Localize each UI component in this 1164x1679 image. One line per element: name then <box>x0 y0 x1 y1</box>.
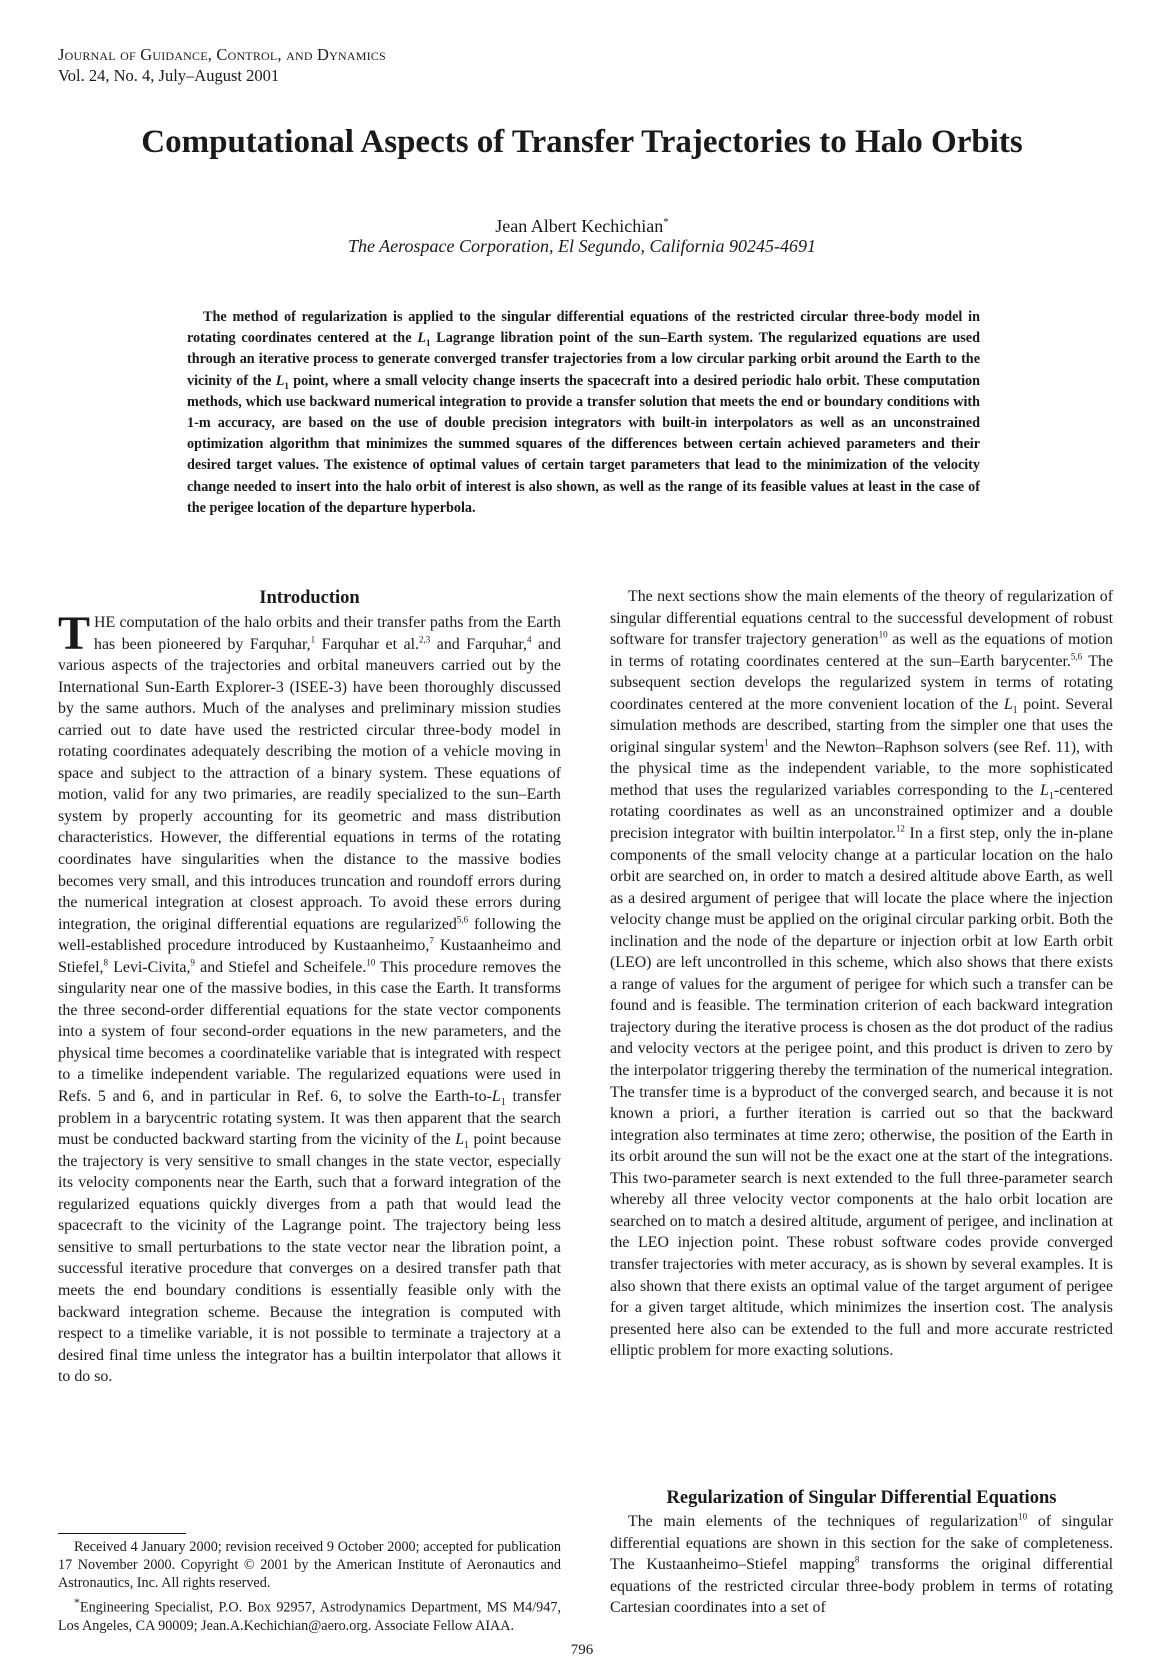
abstract-text: The method of regularization is applied to the singular differential equations of the restricted circular three-body model in rotating coordinates centered at the <box>187 309 980 347</box>
regularization-section <box>610 1511 1113 1619</box>
introduction-paragraph <box>58 607 562 1388</box>
symbol-l: L <box>1040 781 1049 799</box>
body-text: Kustaanheimo and Stiefel, <box>58 937 562 976</box>
journal-volume: Vol. 24, No. 4, July–August 2001 <box>58 66 280 85</box>
symbol-l: L <box>455 1131 465 1149</box>
page-number: 796 <box>570 1642 594 1658</box>
body-text: and Stiefel and Scheifele. <box>194 958 367 976</box>
citation: 1 <box>310 634 316 645</box>
body-text: and various aspects of the trajectories and orbital maneuvers carried out by the International Sun-Earth Explorer-3 (ISEE-3) have been thoroughly discussed by the same authors. Much of the analyses and preliminary mission studies carried out to date have used the restricted circular three-body model in rotating coordinates adequately describing the motion of a vehicle moving in space and subject to the attraction of a binary system. These equations of motion, valid for any two primaries, are readily specialized to the sun–Earth system by properly accounting for its geometric and mass distribution characteristics. However, the differential equations in terms of the rotating coordinates have singularities when the distance to the massive bodies becomes very small, and this introduces truncation and roundoff errors during the numerical integration at closest approach. To avoid these errors during integration, the original differential equations are regularized <box>58 635 561 933</box>
citation: 10 <box>1018 1511 1028 1522</box>
citation: 7 <box>429 935 434 946</box>
abstract <box>187 307 980 519</box>
body-text: HE computation of the halo orbits and their transfer paths from the Earth has been pioneered by Farquhar, <box>94 614 561 653</box>
journal-header <box>58 44 386 86</box>
body-text: In a first step, only the in-plane components of the small velocity change at a particular location on the halo orbit are searched on, in order to match a desired altitude above Earth, as well as a desired argument of perigee that will locate the place where the injection velocity change must be applied on the original circular parking orbit. Both the inclination and the node of the departure or injection orbit at low Earth orbit (LEO) are left uncontrolled in this scheme, which also shows that there exists a range of values for the argument of perigee for which such a transfer can be found and is feasible. The termination criterion of each backward integration trajectory during the iterative process is chosen as the dot product of the radius and velocity vectors at the perigee point, and this product is driven to zero by the interpolator triggering thereby the termination of the numerical integration. The transfer time is a byproduct of the converged search, and because it is not known a priori, a further iteration is carried out so that the backward integration also terminates at time zero; otherwise, the position of the Earth in its orbit around the sun will not be the exact one at the start of the integrations. This two-parameter search is next extended to the full three-parameter search whereby all three velocity vector components at the halo orbit location are searched on to match a desired altitude, argument of perigee, and inclination at the LEO injection point. These robust software codes provide converged transfer trajectories with meter accuracy, as is shown by several examples. It is also shown that there exists an optimal value of the target argument of perigee for a given target altitude, which minimizes the insertion cost. The analysis presented here also can be extended to the full and more accurate restricted elliptic problem for more exacting solutions. <box>610 825 1113 1360</box>
author-marker: * <box>663 216 669 228</box>
body-text: point. Several simulation methods are described, starting from the simpler one that uses the original singular system <box>610 695 1113 756</box>
citation: 1 <box>764 737 769 748</box>
body-text: transfer problem in a barycentric rotating system. It was then apparent that the search must be conducted backward starting from the vicinity of the <box>58 1088 561 1149</box>
symbol-subscript: 1 <box>500 1097 506 1109</box>
body-text: point because the trajectory is very sensitive to small changes in the state vector, especially its velocity components near the Earth, such that a forward integration of the regularized equations quickly diverges from a path that would lead the spacecraft to the vicinity of the Lagrange point. The trajectory being less sensitive to small perturbations to the state vector near the libration point, a successful iterative procedure that converges on a desired transfer path that meets the end boundary conditions is essentially feasible only with the backward integration scheme. Because the integration is computed with respect to a timelike variable, it is not possible to terminate a trajectory at a desired final time unless the integrator has a builtin interpolator that allows it to do so. <box>58 1131 561 1386</box>
abstract-text: point, where a small velocity change inserts the spacecraft into a desired periodic halo orbit. These computation methods, which use backward numerical integration to provide a transfer solution that meets the end or boundary conditions with 1-m accuracy, are based on the use of double precision integrators with built-in interpolators as well as an unconstrained optimization algorithm that minimizes the summed squares of the differences between certain achieved parameters and their desired target values. The existence of optimal values of certain target parameters that lead to the minimization of the velocity change needed to insert into the halo orbit of interest is also shown, as well as the range of its feasible values at least in the case of the perigee location of the departure hyperbola. <box>187 372 980 516</box>
author-name: Jean Albert Kechichian <box>495 216 664 236</box>
symbol-subscript: 1 <box>464 1140 470 1152</box>
body-text: Levi-Civita, <box>107 958 191 976</box>
footnotes <box>58 1538 561 1635</box>
right-column <box>610 586 1113 1362</box>
symbol-l: L <box>491 1088 501 1106</box>
author-note-text: Engineering Specialist, P.O. Box 92957, Astrodynamics Department, MS M4/947, Los Angeles, CA 90009; Jean.A.Kechichian@aero.org. Associate Fellow AIAA. <box>58 1599 561 1634</box>
body-text: and the Newton–Raphson solvers (see Ref. 11), with the physical time as the independent variable, to the more sophisticated method that uses the regularized variables corresponding to the <box>610 738 1113 799</box>
body-text: transforms the original differential equations of the restricted circular three-body problem in terms of rotating Cartesian coordinates into a set of <box>610 1556 1113 1617</box>
paper-title: Computational Aspects of Transfer Trajectories to Halo Orbits <box>141 124 1023 160</box>
abstract-subscript: 1 <box>425 338 431 349</box>
author-note <box>58 1593 561 1635</box>
body-text: -centered rotating coordinates as well as an unconstrained optimizer and a double precision integrator with builtin interpolator. <box>610 781 1113 843</box>
citation: 8 <box>854 1554 860 1565</box>
body-text: as well as the equations of motion in terms of rotating coordinates centered at the sun–Earth barycenter. <box>610 631 1113 670</box>
body-text: The main elements of the techniques of regularization <box>628 1513 1019 1530</box>
abstract-subscript: 1 <box>284 380 289 391</box>
regularization-paragraph <box>610 1511 1113 1619</box>
footnote-rule <box>58 1533 186 1534</box>
citation: 5,6 <box>456 914 469 925</box>
citation: 10 <box>366 957 376 968</box>
body-text: The next sections show the main elements of the theory of regularization of singular differential equations central to the successful development of robust software for transfer trajectory generation <box>610 588 1113 649</box>
body-text: Farquhar et al. <box>315 635 420 653</box>
citation: 8 <box>103 957 108 968</box>
introduction-heading: Introduction <box>259 588 360 608</box>
author-note-marker: * <box>74 1594 80 1609</box>
body-text: and Farquhar, <box>430 635 527 653</box>
body-text: The subsequent section develops the regularized system in terms of rotating coordinates centered at the more convenient location of the <box>610 652 1114 713</box>
abstract-symbol-l: L <box>275 372 285 389</box>
citation: 12 <box>895 823 905 834</box>
received-note: Received 4 January 2000; revision received 9 October 2000; accepted for publication 17 November 2000. Copyright © 2001 by the American Institute of Aeronautics and Astronautics, Inc. All rights reserved. <box>58 1539 561 1592</box>
body-text: of singular differential equations are shown in this section for the sake of completeness. The Kustaanheimo–Stiefel mapping <box>610 1513 1113 1574</box>
overview-paragraph <box>610 586 1113 1362</box>
symbol-l: L <box>1003 695 1013 713</box>
symbol-subscript: 1 <box>1048 791 1054 803</box>
body-text: following the well-established procedure introduced by Kustaanheimo, <box>58 915 562 955</box>
symbol-subscript: 1 <box>1012 704 1018 716</box>
citation: 4 <box>527 634 532 645</box>
citation: 9 <box>190 957 195 968</box>
drop-cap: T <box>58 607 91 660</box>
abstract-text: Lagrange libration point of the sun–Earth system. The regularized equations are used through an iterative process to generate converged transfer trajectories from a low circular parking orbit around the Earth to the vicinity of the <box>187 330 980 389</box>
journal-name: Journal of Guidance, Control, and Dynamics <box>58 45 386 64</box>
citation: 5,6 <box>1070 651 1083 662</box>
author-affiliation: The Aerospace Corporation, El Segundo, California 90245-4691 <box>348 236 816 256</box>
left-column <box>58 586 561 1388</box>
regularization-heading: Regularization of Singular Differential Equations <box>666 1488 1057 1508</box>
abstract-symbol-l: L <box>417 330 426 347</box>
citation: 10 <box>878 629 888 640</box>
body-text: This procedure removes the singularity near one of the massive bodies, in this case the Earth. It transforms the three second-order differential equations for the state vector components into a system of four second-order equations in the new parameters, and the physical time becomes a coordinatelike variable that is integrated with respect to a timelike independent variable. The regularized equations were used in Refs. 5 and 6, and in particular in Ref. 6, to solve the Earth-to- <box>58 958 562 1106</box>
citation: 2,3 <box>419 634 431 645</box>
